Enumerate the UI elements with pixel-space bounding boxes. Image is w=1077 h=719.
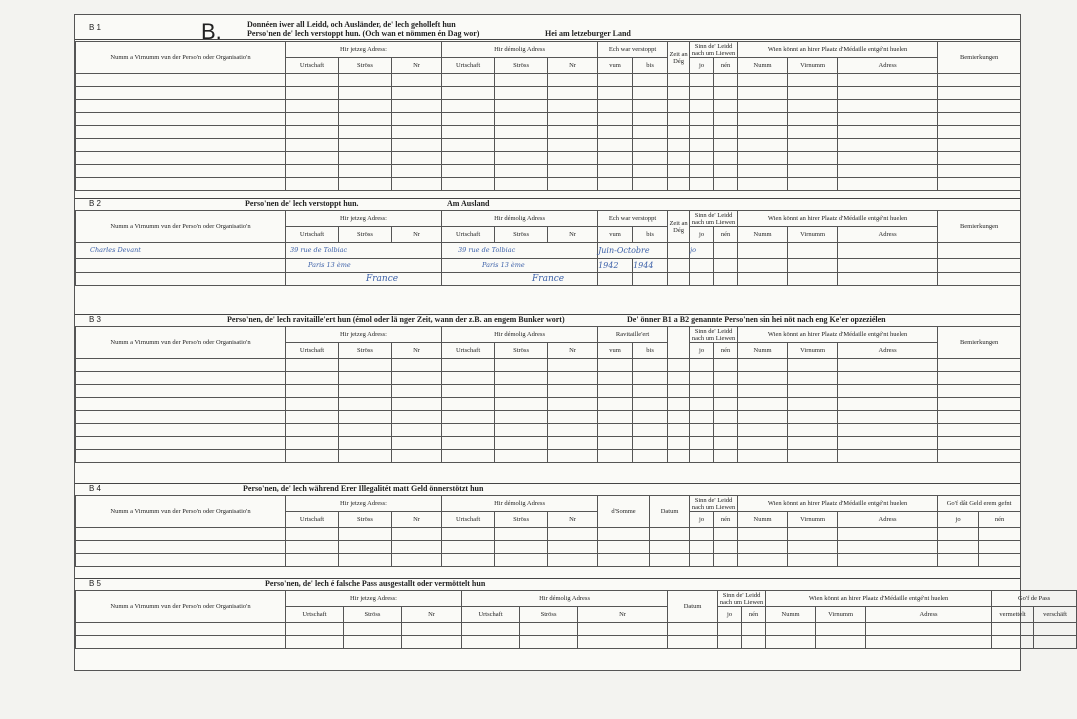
col-nr: Nr — [548, 58, 598, 74]
col-address: Adress — [838, 512, 938, 528]
col-repaid-yes: jo — [938, 512, 979, 528]
col-firstname: Virnumm — [816, 607, 866, 623]
col-alive: Sinn de' Leidd nach um Liewen — [690, 327, 738, 343]
b1-table — [75, 41, 1021, 191]
col-name: Numm a Virnumm vun der Perso'n oder Organisatio'n — [76, 42, 286, 74]
col-sum: d'Somme — [598, 496, 650, 528]
col-street: Ströss — [495, 512, 548, 528]
b4-rows — [76, 528, 1021, 567]
section-title: Perso'nen, de' lech ravitaille'ert hun (émol oder lä nger Zeit, wann der z.B. an engem Bunker wort) — [227, 315, 565, 324]
entry-current-street: 39 rue de Tolbiac — [286, 243, 442, 259]
col-from: vum — [598, 343, 633, 359]
col-current-address: Hir jetzeg Adress: — [286, 211, 442, 227]
col-town: Urtschaft — [442, 58, 495, 74]
col-nr: Nr — [392, 227, 442, 243]
col-surname: Numm — [738, 343, 788, 359]
col-yes: jo — [718, 607, 742, 623]
col-medal: Wien könnt an hirer Plaatz d'Médaille entgé'nt huelen — [766, 591, 992, 607]
col-supplied: Ravitaille'ert — [598, 327, 668, 343]
col-from: vum — [598, 227, 633, 243]
entry-alive: jo — [690, 243, 714, 259]
col-pass: Go'f de Pass — [992, 591, 1077, 607]
section-title: Perso'nen de' lech verstoppt hun. — [245, 199, 359, 208]
col-firstname: Virnumm — [788, 227, 838, 243]
col-nr: Nr — [548, 343, 598, 359]
col-former-address: Hir démolig Adress — [442, 42, 598, 58]
col-town: Urtschaft — [286, 343, 339, 359]
col-repaid-no: nén — [979, 512, 1021, 528]
col-no: nén — [742, 607, 766, 623]
col-nr: Nr — [578, 607, 668, 623]
col-firstname: Virnumm — [788, 343, 838, 359]
col-to: bis — [633, 343, 668, 359]
col-days: Zeit an Dég — [668, 211, 690, 243]
col-name: Numm a Virnumm vun der Perso'n oder Organisatio'n — [76, 211, 286, 243]
section-b1-bar — [75, 17, 1020, 44]
col-current-address: Hir jetzeg Adress: — [286, 496, 442, 512]
col-pass-procured: verschäft — [1034, 607, 1077, 623]
col-nr: Nr — [402, 607, 462, 623]
col-medal: Wien könnt an hirer Plaatz d'Médaille entgé'nt huelen — [738, 327, 938, 343]
col-alive: Sinn de' Leidd nach um Liewen — [718, 591, 766, 607]
col-no: nén — [714, 512, 738, 528]
col-firstname: Virnumm — [788, 512, 838, 528]
col-town: Urtschaft — [442, 512, 495, 528]
col-nr: Nr — [548, 512, 598, 528]
col-date: Datum — [668, 591, 718, 623]
col-former-address: Hir démolig Adress — [442, 496, 598, 512]
col-town: Urtschaft — [286, 512, 339, 528]
col-street: Ströss — [520, 607, 578, 623]
entry-name: Charles Devant — [76, 243, 286, 259]
col-former-address: Hir démolig Adress — [442, 327, 598, 343]
section-code: B 3 — [89, 315, 102, 324]
col-remarks: Bemierkungen — [938, 327, 1021, 359]
section-code: B 4 — [89, 484, 102, 493]
col-street: Ströss — [495, 58, 548, 74]
col-town: Urtschaft — [286, 58, 339, 74]
header-line1: Donnéen iwer all Leidd, och Ausländer, de' lech geholleft hun — [247, 20, 456, 29]
col-yes: jo — [690, 227, 714, 243]
col-surname: Numm — [738, 58, 788, 74]
section-title-2: Am Ausland — [447, 199, 490, 208]
col-hidden: Ech war verstoppt — [598, 42, 668, 58]
col-name: Numm a Virnumm vun der Perso'n oder Organisatio'n — [76, 496, 286, 528]
section-code: B 2 — [89, 199, 102, 208]
col-to: bis — [633, 58, 668, 74]
col-current-address: Hir jetzeg Adress: — [286, 327, 442, 343]
col-date: Datum — [650, 496, 690, 528]
entry-from: 1942 — [598, 259, 633, 273]
b4-table — [75, 495, 1021, 567]
col-money-returned: Go'f dât Geld erem gefnt — [938, 496, 1021, 512]
section-title: Perso'nen, de' lech während Erer Illegalitét matt Geld önnerstötzt hun — [243, 484, 484, 493]
form-sheet — [74, 14, 1067, 671]
col-street: Ströss — [344, 607, 402, 623]
col-former-address: Hir démolig Adress — [462, 591, 668, 607]
header-line2b: Hei am letzeburger Land — [545, 29, 631, 38]
col-name: Numm a Virnumm vun der Perso'n oder Organisatio'n — [76, 327, 286, 359]
col-street: Ströss — [339, 58, 392, 74]
col-address: Adress — [838, 227, 938, 243]
col-no: nén — [714, 58, 738, 74]
section-title-2: De' önner B1 a B2 genannte Perso'nen sin hei nöt nach eng Ke'er opzeziélen — [627, 315, 886, 324]
section-code: B 5 — [89, 579, 102, 588]
col-hidden: Ech war verstoppt — [598, 211, 668, 227]
col-alive: Sinn de' Leidd nach um Liewen — [690, 42, 738, 58]
col-from: vum — [598, 58, 633, 74]
col-address: Adress — [866, 607, 992, 623]
col-address: Adress — [838, 343, 938, 359]
col-town: Urtschaft — [462, 607, 520, 623]
col-yes: jo — [690, 343, 714, 359]
b3-rows — [76, 359, 1021, 463]
entry-former-town: Paris 13 ème — [442, 259, 598, 273]
col-street: Ströss — [339, 343, 392, 359]
col-yes: jo — [690, 512, 714, 528]
entry-row — [76, 243, 1021, 259]
entry-current-town: Paris 13 ème — [286, 259, 442, 273]
section-title: Perso'nen, de' lech é falsche Pass ausgestallt oder vermöttelt hun — [265, 579, 486, 588]
col-former-address: Hir démolig Adress — [442, 211, 598, 227]
entry-period-note: Juin-Octobre — [598, 243, 668, 259]
col-alive: Sinn de' Leidd nach um Liewen — [690, 211, 738, 227]
col-street: Ströss — [339, 227, 392, 243]
entry-current-country: France — [286, 273, 442, 286]
b5-rows — [76, 623, 1077, 649]
col-medal: Wien könnt an hirer Plaatz d'Médaille entgé'nt huelen — [738, 211, 938, 227]
col-medal: Wien könnt an hirer Plaatz d'Médaille entgé'nt huelen — [738, 496, 938, 512]
col-surname: Numm — [738, 512, 788, 528]
col-remarks: Bemierkungen — [938, 211, 1021, 243]
col-nr: Nr — [392, 343, 442, 359]
col-current-address: Hir jetzeg Adress: — [286, 591, 462, 607]
col-to: bis — [633, 227, 668, 243]
col-no: nén — [714, 227, 738, 243]
col-firstname: Virnumm — [788, 58, 838, 74]
col-surname: Numm — [766, 607, 816, 623]
b3-table — [75, 326, 1021, 463]
b5-table — [75, 590, 1077, 649]
col-alive: Sinn de' Leidd nach um Liewen — [690, 496, 738, 512]
col-remarks: Bemierkungen — [938, 42, 1021, 74]
header-line2: Perso'nen de' lech verstoppt hun. (Och wan et nömmen én Dag wor) — [247, 29, 480, 38]
col-nr: Nr — [392, 58, 442, 74]
col-town: Urtschaft — [442, 343, 495, 359]
entry-former-country: France — [442, 273, 598, 286]
b1-rows — [76, 74, 1021, 191]
col-surname: Numm — [738, 227, 788, 243]
col-town: Urtschaft — [286, 227, 339, 243]
col-days: Zeit an Dég — [668, 42, 690, 74]
col-address: Adress — [838, 58, 938, 74]
col-nr: Nr — [548, 227, 598, 243]
col-medal: Wien könnt an hirer Plaatz d'Médaille entgé'nt huelen — [738, 42, 938, 58]
col-street: Ströss — [495, 227, 548, 243]
entry-former-street: 39 rue de Tolbiac — [442, 243, 598, 259]
col-pass-arranged: vermettelt — [992, 607, 1034, 623]
col-current-address: Hir jetzeg Adress: — [286, 42, 442, 58]
col-name: Numm a Virnumm vun der Perso'n oder Organisatio'n — [76, 591, 286, 623]
col-town: Urtschaft — [442, 227, 495, 243]
col-nr: Nr — [392, 512, 442, 528]
col-town: Urtschaft — [286, 607, 344, 623]
form-letter: B. — [201, 19, 222, 44]
b2-table — [75, 210, 1021, 286]
col-street: Ströss — [339, 512, 392, 528]
col-no: nén — [714, 343, 738, 359]
col-yes: jo — [690, 58, 714, 74]
section-code: B 1 — [89, 23, 102, 32]
entry-to: 1944 — [633, 259, 668, 273]
col-street: Ströss — [495, 343, 548, 359]
